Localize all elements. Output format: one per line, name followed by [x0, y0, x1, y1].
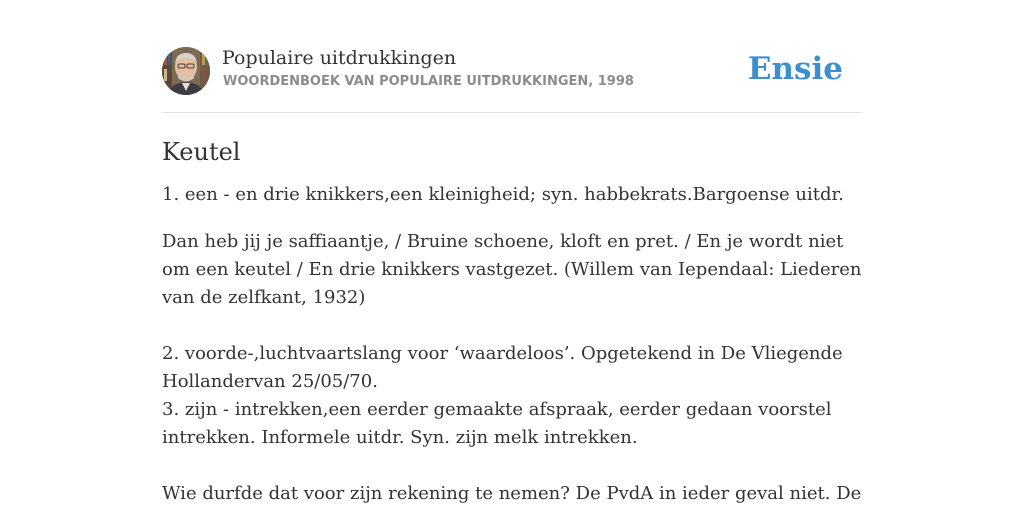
definition-2: 2. voorde-,luchtvaartslang voor ‘waardeloos’. Opgetekend in De Vliegende Hollandervan 25/05/70. [162, 343, 843, 392]
entry-title: Keutel [162, 138, 241, 166]
definition-3: 3. zijn - intrekken,een eerder gemaakte afspraak, eerder gedaan voorstel intrekken. Informele uitdr. Syn. zijn melk intrekken. [162, 399, 832, 448]
paragraph-gap [162, 452, 862, 480]
author-avatar[interactable] [162, 47, 210, 95]
source-header [162, 46, 862, 113]
entry-definition [162, 181, 862, 508]
paragraph-gap [162, 312, 862, 340]
definition-1: 1. een - en drie knikkers,een kleinigheid; syn. habbekrats.Bargoense uitdr. [162, 184, 844, 205]
source-subtitle: WOORDENBOEK VAN POPULAIRE UITDRUKKINGEN, 1998 [223, 74, 634, 89]
source-title[interactable]: Populaire uitdrukkingen [222, 47, 457, 69]
quote-2: Wie durfde dat voor zijn rekening te nemen? De PvdA in ieder geval niet. De [162, 483, 862, 504]
quote-1: Dan heb jij je saffiaantje, / Bruine schoene, kloft en pret. / En je wordt niet om een keutel / En drie knikkers vastgezet. (Willem van Iependaal: Liederen van de zelfkant, 1932) [162, 231, 862, 308]
entry-container [162, 46, 862, 508]
ensie-logo[interactable]: Ensie [747, 51, 843, 87]
author-portrait-icon [162, 47, 210, 95]
